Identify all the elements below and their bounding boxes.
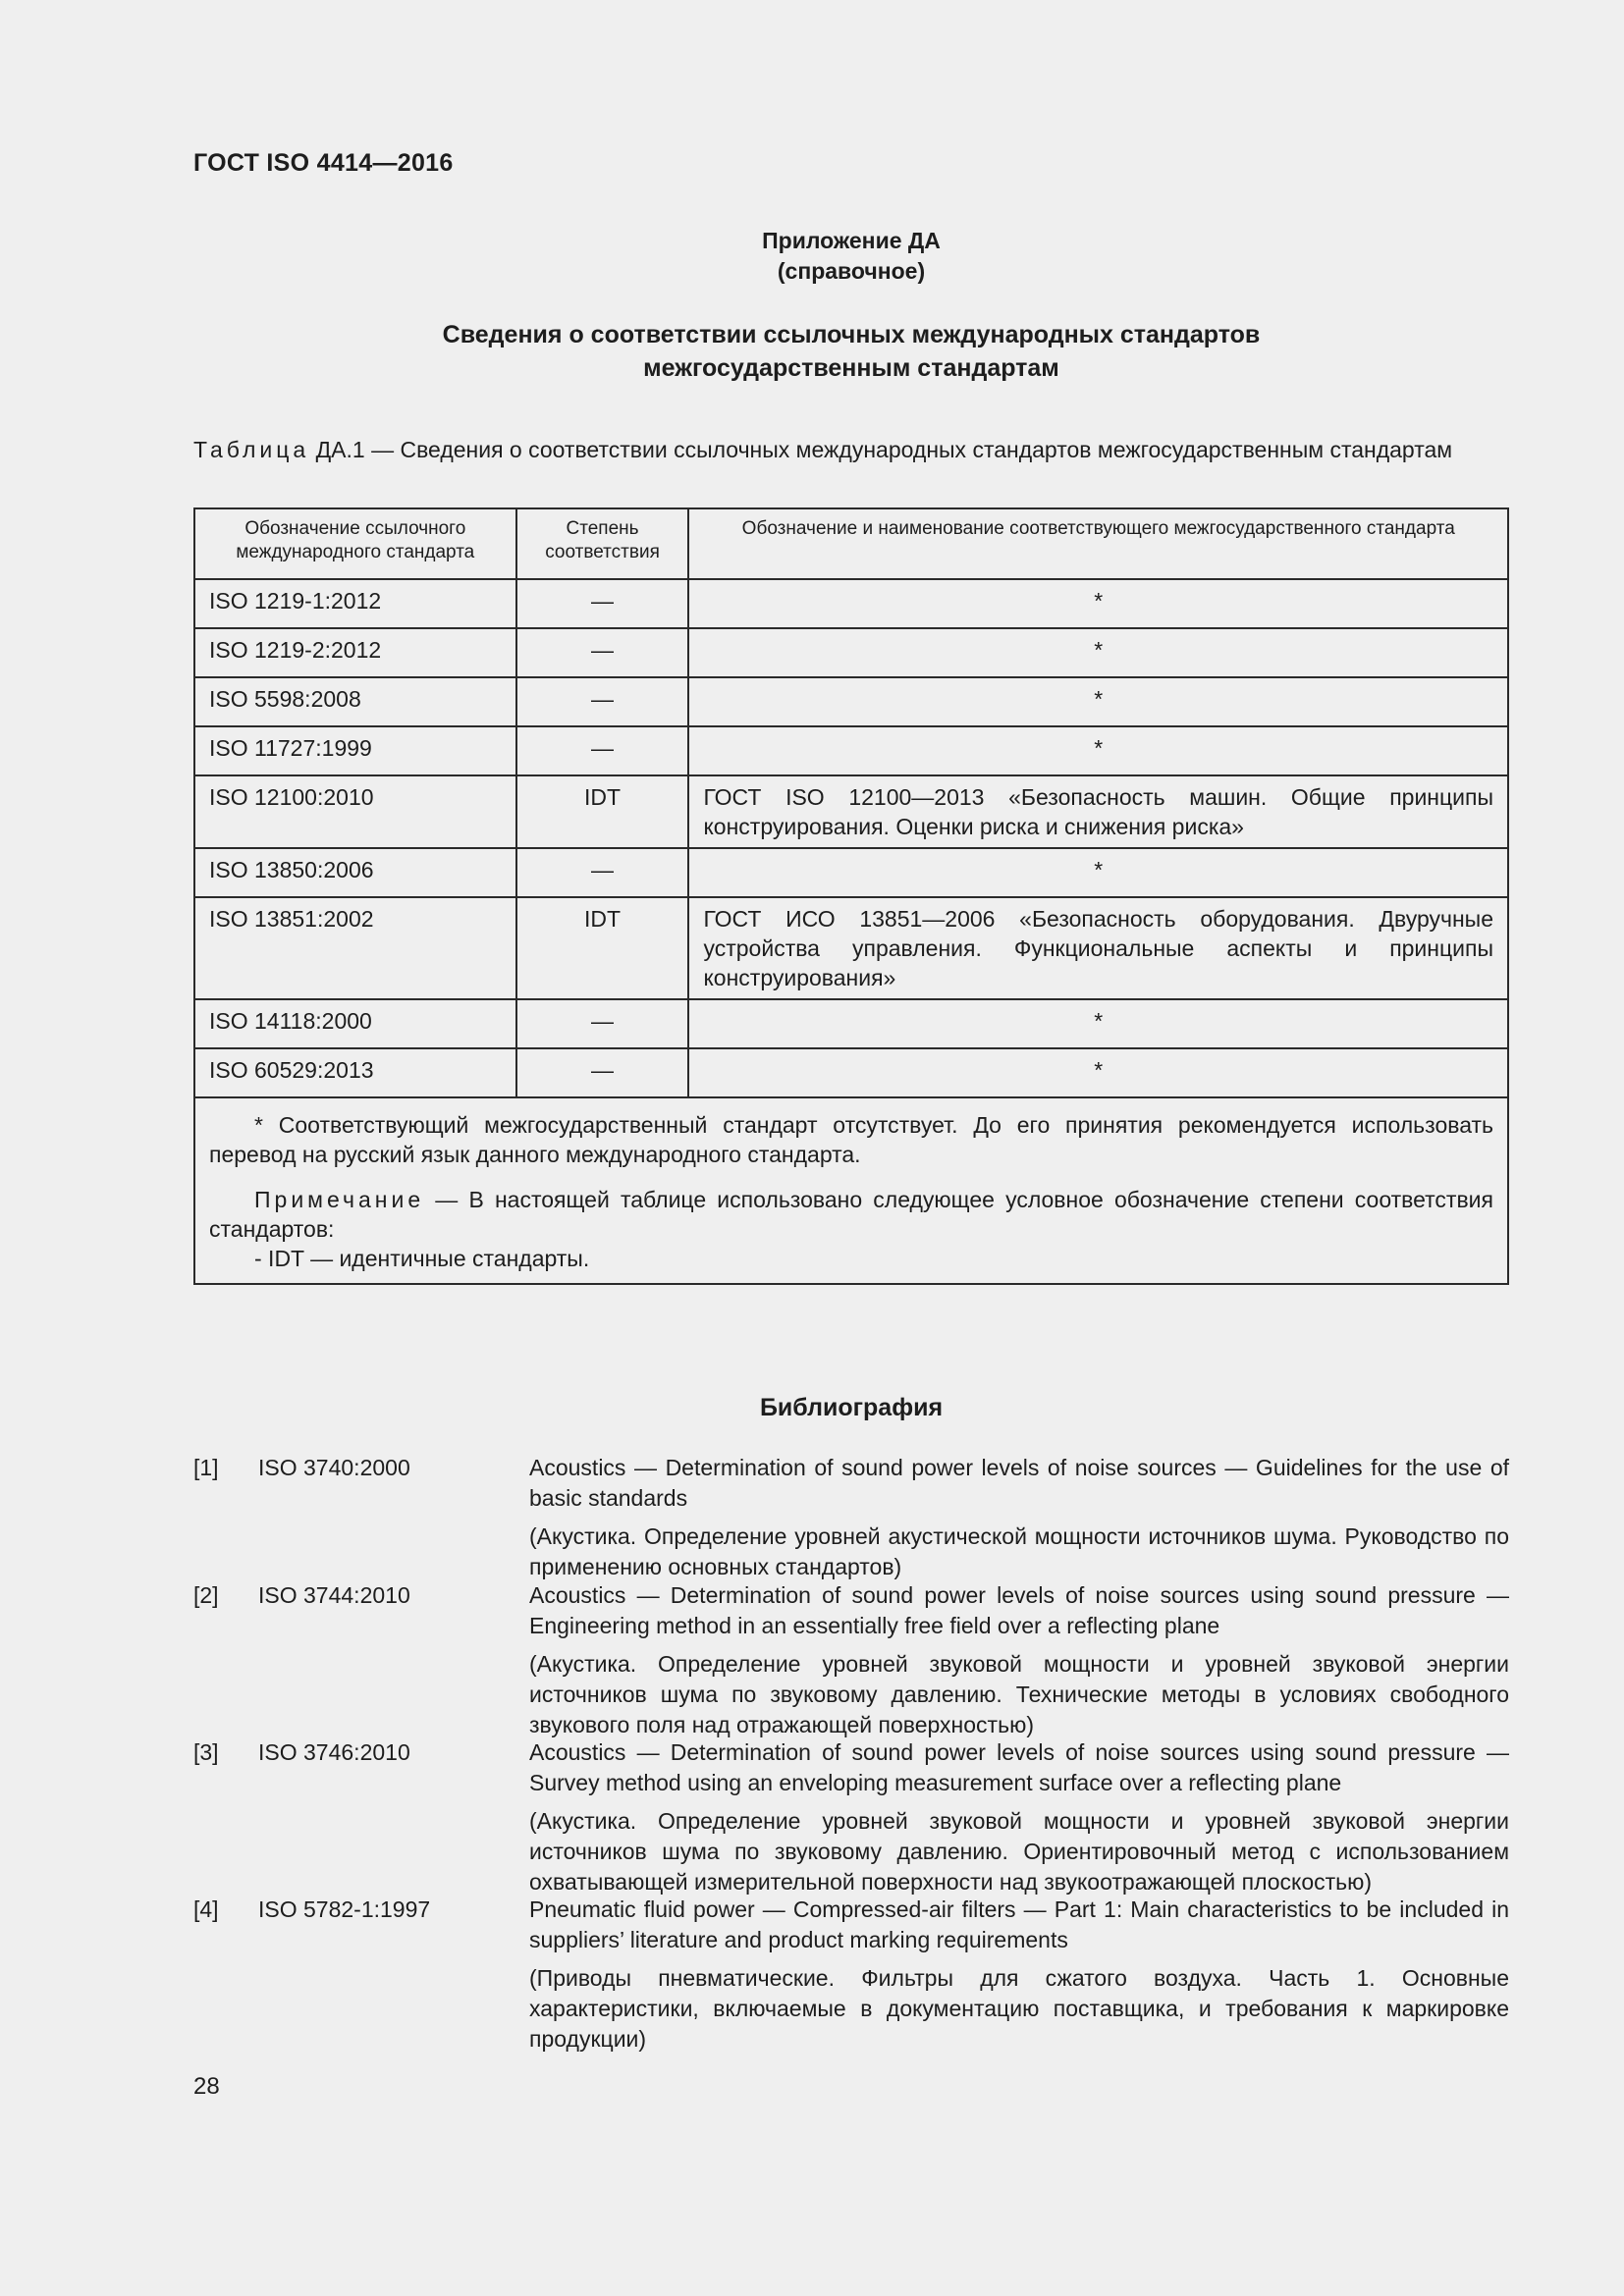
bib-number: [3]	[193, 1739, 219, 1765]
cell-national: *	[688, 726, 1508, 775]
correspondence-table	[193, 507, 1509, 1285]
cell-ref: ISO 11727:1999	[194, 726, 516, 775]
bibliography-list	[193, 1453, 1509, 2055]
column-header-national: Обозначение и наименование соответствующего межгосударственного стандарта	[688, 508, 1508, 579]
appendix-title-line2: межгосударственным стандартам	[643, 354, 1059, 382]
cell-ref: ISO 13850:2006	[194, 848, 516, 897]
cell-national: *	[688, 848, 1508, 897]
cell-degree: IDT	[516, 775, 689, 848]
bib-title-en: Acoustics — Determination of sound power levels of noise sources — Guidelines for the use of basic standards	[529, 1455, 1509, 1511]
table-row	[194, 677, 1508, 726]
table-footnote: * Соответствующий межгосударственный стандарт отсутствует. До его принятия рекомендуется использовать перевод на русский язык данного международного стандарта.	[209, 1112, 1493, 1167]
cell-degree: —	[516, 628, 689, 677]
appendix-heading	[193, 226, 1509, 287]
bib-title-ru: (Приводы пневматические. Фильтры для сжатого воздуха. Часть 1. Основные характеристики, включаемые в документацию поставщика, и требования к маркировке продукции)	[529, 1965, 1509, 2052]
bibliography-entry	[193, 1580, 1509, 1737]
cell-degree: —	[516, 1048, 689, 1097]
bib-title-ru: (Акустика. Определение уровней акустической мощности источников шума. Руководство по применению основных стандартов)	[529, 1523, 1509, 1579]
bib-title-ru: (Акустика. Определение уровней звуковой мощности и уровней звуковой энергии источников шума по звуковому давлению. Технические методы в условиях свободного звукового поля над отражающей поверхностью)	[529, 1651, 1509, 1737]
cell-ref: ISO 13851:2002	[194, 897, 516, 999]
bib-number: [2]	[193, 1582, 219, 1608]
bib-code: ISO 3746:2010	[258, 1739, 410, 1765]
cell-ref: ISO 5598:2008	[194, 677, 516, 726]
bib-code: ISO 3744:2010	[258, 1582, 410, 1608]
cell-national: ГОСТ ISO 12100—2013 «Безопасность машин. Общие принципы конструирования. Оценки риска и снижения риска»	[688, 775, 1508, 848]
bib-title-ru: (Акустика. Определение уровней звуковой мощности и уровней звуковой энергии источников шума по звуковому давлению. Ориентировочный метод с использованием охватывающей измерительной поверхности над звукоотражающей плоскостью)	[529, 1808, 1509, 1895]
table-row	[194, 628, 1508, 677]
cell-degree: —	[516, 999, 689, 1048]
cell-national: *	[688, 579, 1508, 628]
table-caption	[193, 436, 1509, 464]
appendix-status: (справочное)	[777, 258, 926, 284]
cell-national: ГОСТ ИСО 13851—2006 «Безопасность оборудования. Двуручные устройства управления. Функциональные аспекты и принципы конструирования»	[688, 897, 1508, 999]
column-header-ref: Обозначение ссылочного международного стандарта	[194, 508, 516, 579]
document-code: ГОСТ ISO 4414—2016	[193, 149, 454, 177]
table-header-row	[194, 508, 1508, 579]
table-row	[194, 579, 1508, 628]
table-note	[209, 1185, 1493, 1244]
cell-national: *	[688, 999, 1508, 1048]
table-row	[194, 775, 1508, 848]
table-row	[194, 1048, 1508, 1097]
bibliography-entry	[193, 1737, 1509, 1895]
table-row	[194, 726, 1508, 775]
cell-degree: —	[516, 726, 689, 775]
cell-ref: ISO 14118:2000	[194, 999, 516, 1048]
cell-ref: ISO 60529:2013	[194, 1048, 516, 1097]
table-note-item: - IDT — идентичные стандарты.	[254, 1246, 590, 1271]
bib-number: [1]	[193, 1455, 219, 1480]
column-header-degree: Степень соответствия	[516, 508, 689, 579]
table-note-text: — В настоящей таблице использовано следующее условное обозначение степени соответствия стандартов:	[209, 1187, 1493, 1242]
table-caption-text: ДА.1 — Сведения о соответствии ссылочных международных стандартов межгосударственным стандартам	[309, 437, 1453, 462]
cell-degree: IDT	[516, 897, 689, 999]
bibliography-title: Библиография	[759, 1394, 944, 1421]
bib-code: ISO 3740:2000	[258, 1455, 410, 1480]
bib-title-en: Acoustics — Determination of sound power levels of noise sources using sound pressure — Survey method using an enveloping measurement surface over a reflecting plane	[529, 1739, 1509, 1795]
cell-degree: —	[516, 677, 689, 726]
appendix-label: Приложение ДА	[762, 228, 941, 253]
cell-national: *	[688, 1048, 1508, 1097]
appendix-title	[193, 318, 1509, 385]
cell-degree: —	[516, 579, 689, 628]
bib-number: [4]	[193, 1896, 219, 1922]
page-number: 28	[193, 2073, 220, 2100]
appendix-title-line1: Сведения о соответствии ссылочных международных стандартов	[442, 321, 1261, 348]
cell-ref: ISO 1219-2:2012	[194, 628, 516, 677]
bib-title-en: Pneumatic fluid power — Compressed-air filters — Part 1: Main characteristics to be included in suppliers’ literature and product marking requirements	[529, 1896, 1509, 1952]
table-row	[194, 999, 1508, 1048]
cell-national: *	[688, 628, 1508, 677]
bibliography-entry	[193, 1453, 1509, 1580]
bibliography-entry	[193, 1895, 1509, 2055]
cell-degree: —	[516, 848, 689, 897]
cell-national: *	[688, 677, 1508, 726]
table-caption-label: Таблица	[193, 437, 310, 462]
table-note-label: Примечание	[254, 1187, 425, 1212]
bib-code: ISO 5782-1:1997	[258, 1896, 431, 1922]
table-row	[194, 897, 1508, 999]
bib-title-en: Acoustics — Determination of sound power levels of noise sources using sound pressure — Engineering method in an essentially free field over a reflecting plane	[529, 1582, 1509, 1638]
cell-ref: ISO 1219-1:2012	[194, 579, 516, 628]
cell-ref: ISO 12100:2010	[194, 775, 516, 848]
table-footer-row	[194, 1097, 1508, 1284]
table-footnote-cell	[194, 1097, 1508, 1284]
table-row	[194, 848, 1508, 897]
